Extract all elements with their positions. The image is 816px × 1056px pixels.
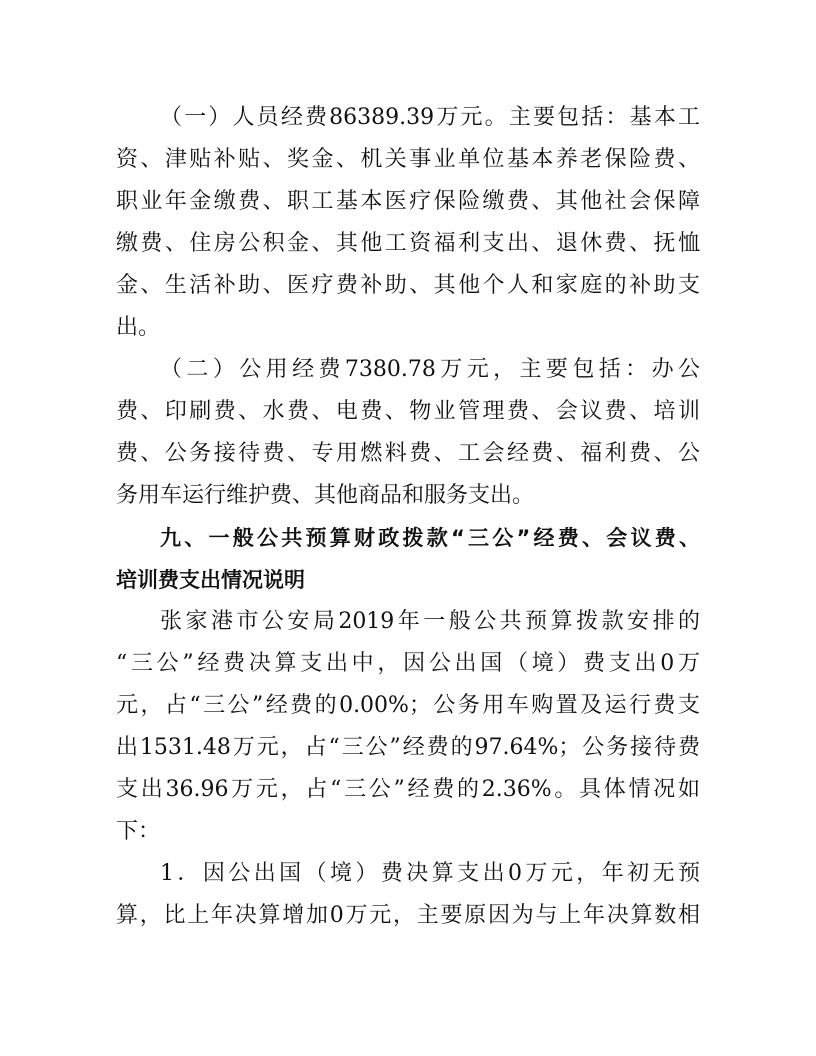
paragraph-2-line-3: 费、公务接待费、专用燃料费、工会经费、福利费、公: [116, 441, 700, 466]
paragraph-1-line-4: 缴费、住房公积金、其他工资福利支出、退休费、抚恤: [116, 231, 700, 256]
section-heading-line-2: 培训费支出情况说明: [116, 568, 305, 592]
paragraph-3-line-6: 下：: [116, 819, 161, 844]
paragraph-4-line-2: 算，比上年决算增加0万元，主要原因为与上年决算数相: [116, 903, 700, 928]
paragraph-3-line-2: “三公”经费决算支出中，因公出国（境）费支出0万: [116, 651, 700, 676]
section-heading-line-1: 九、一般公共预算财政拨款“三公”经费、会议费、: [160, 526, 700, 550]
paragraph-4-line-1: 1．因公出国（境）费决算支出0万元，年初无预: [160, 861, 700, 886]
paragraph-3-line-5: 支出36.96万元，占“三公”经费的2.36%。具体情况如: [116, 777, 700, 802]
paragraph-1-line-6: 出。: [116, 315, 161, 340]
paragraph-1-line-2: 资、津贴补贴、奖金、机关事业单位基本养老保险费、: [116, 147, 700, 172]
paragraph-3-line-4: 出1531.48万元，占“三公”经费的97.64%；公务接待费: [116, 735, 700, 760]
paragraph-2-line-4: 务用车运行维护费、其他商品和服务支出。: [116, 483, 535, 508]
paragraph-3-line-3: 元，占“三公”经费的0.00%；公务用车购置及运行费支: [116, 693, 700, 718]
paragraph-1-line-1: （一）人员经费86389.39万元。主要包括：基本工: [160, 105, 700, 130]
paragraph-3-line-1: 张家港市公安局2019年一般公共预算拨款安排的: [160, 609, 700, 634]
paragraph-2-line-1: （二）公用经费7380.78万元，主要包括：办公: [160, 357, 700, 382]
paragraph-2-line-2: 费、印刷费、水费、电费、物业管理费、会议费、培训: [116, 399, 700, 424]
paragraph-1-line-3: 职业年金缴费、职工基本医疗保险缴费、其他社会保障: [116, 189, 700, 214]
paragraph-1-line-5: 金、生活补助、医疗费补助、其他个人和家庭的补助支: [116, 273, 700, 298]
